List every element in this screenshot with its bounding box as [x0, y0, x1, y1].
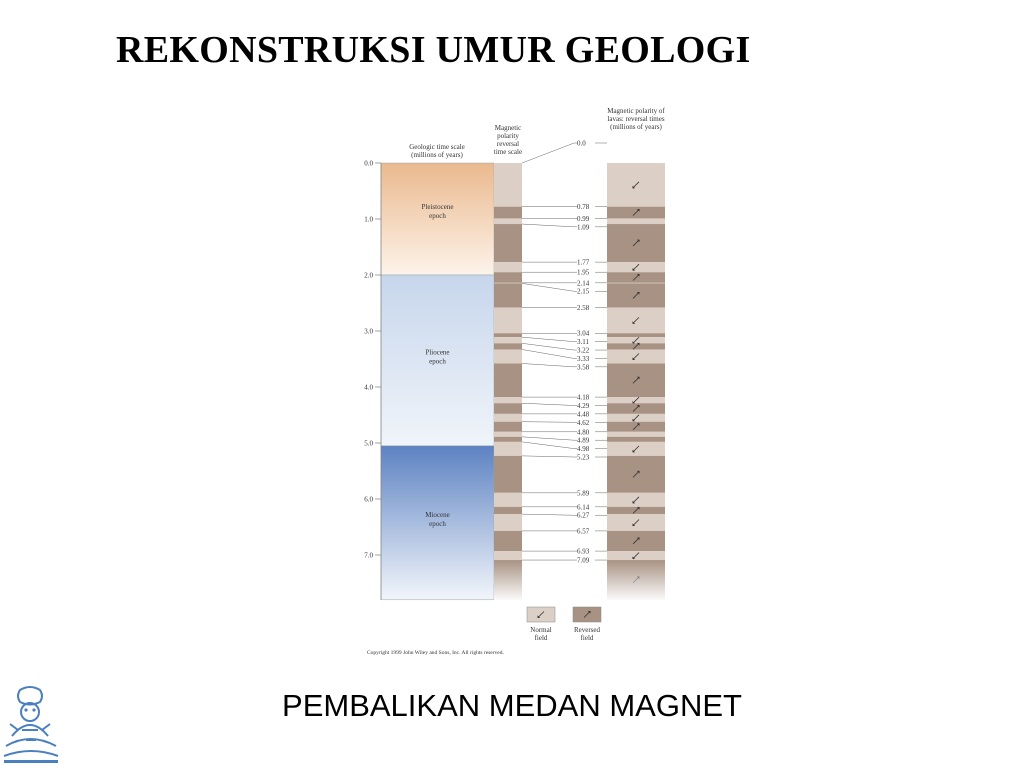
polarity-band — [494, 507, 522, 514]
legend-normal-label: field — [534, 634, 548, 642]
polarity-band — [494, 442, 522, 456]
reversal-time-label: 4.48 — [577, 410, 590, 419]
epoch-label: Pliocene — [425, 348, 450, 357]
leader-line — [522, 514, 577, 515]
epoch-label: epoch — [429, 519, 446, 528]
lava-band — [607, 333, 665, 337]
leader-line — [522, 283, 577, 291]
slide-subtitle: PEMBALIKAN MEDAN MAGNET — [282, 688, 742, 723]
reversal-time-label: 2.15 — [577, 287, 590, 296]
epoch-column — [381, 163, 494, 600]
reversal-time-label: 6.14 — [577, 503, 590, 512]
polarity-band — [494, 207, 522, 219]
reversal-time-label: 0.0 — [577, 139, 586, 148]
reversal-time-label: 6.93 — [577, 547, 590, 556]
lavas-heading: lavas: reversal times — [607, 115, 665, 123]
geologic-time-heading: Geologic time scale — [409, 143, 465, 151]
leader-lines — [522, 140, 607, 565]
leader-line — [522, 437, 577, 440]
polarity-band — [494, 363, 522, 397]
reversal-time-label: 2.58 — [577, 303, 590, 312]
polarity-heading: time scale — [493, 148, 523, 156]
reversal-time-label: 3.33 — [577, 354, 590, 363]
reversal-time-label: 4.18 — [577, 393, 590, 402]
time-axis — [364, 160, 381, 600]
reversal-time-label: 0.99 — [577, 214, 590, 223]
polarity-band — [494, 343, 522, 349]
lava-band — [607, 432, 665, 437]
polarity-band — [494, 403, 522, 414]
polarity-band — [494, 414, 522, 422]
epoch-label: Miocene — [425, 510, 450, 519]
polarity-band — [494, 514, 522, 531]
reversal-time-label: 4.98 — [577, 445, 590, 454]
geologic-time-heading: (millions of years) — [411, 151, 463, 159]
legend-normal-label: Normal — [530, 626, 552, 634]
lava-band — [607, 283, 665, 284]
institution-logo-icon — [0, 684, 62, 764]
reversal-time-label: 3.22 — [577, 346, 590, 355]
polarity-heading: Magnetic — [494, 124, 522, 132]
polarity-band — [494, 333, 522, 337]
epoch-label: Pleistocene — [421, 203, 454, 211]
polarity-band — [494, 283, 522, 284]
epoch-label: epoch — [429, 357, 446, 366]
reversal-time-label: 4.62 — [577, 418, 590, 427]
reversal-time-label: 0.78 — [577, 203, 590, 212]
axis-tick-label: 4.0 — [364, 383, 373, 392]
reversal-time-label: 3.58 — [577, 363, 590, 372]
axis-tick-label: 7.0 — [364, 551, 373, 560]
reversal-time-label: 6.57 — [577, 527, 590, 536]
reversal-time-label: 1.09 — [577, 223, 590, 232]
reversal-time-label: 4.29 — [577, 401, 590, 410]
column-fade — [607, 560, 665, 602]
reversal-time-label: 4.89 — [577, 436, 590, 445]
legend-reversed-label: Reversed — [573, 626, 601, 634]
polarity-heading: reversal — [496, 140, 520, 148]
lavas-heading: Magnetic polarity of — [607, 107, 665, 115]
polarity-band — [494, 163, 522, 207]
polarity-band — [494, 531, 522, 551]
leader-line — [522, 337, 577, 341]
copyright-text: Copyright 1999 John Wiley and Sons, Inc. All rights reserved. — [367, 650, 504, 656]
reversal-time-label: 5.23 — [577, 453, 590, 462]
epoch-label: epoch — [429, 212, 446, 220]
leader-line — [522, 442, 577, 449]
polarity-band — [494, 551, 522, 560]
leader-line — [522, 143, 577, 163]
polarity-band — [494, 422, 522, 432]
leader-line — [522, 403, 577, 405]
lavas-heading: (millions of years) — [610, 123, 662, 131]
polarity-band — [494, 397, 522, 403]
axis-tick-label: 6.0 — [364, 495, 373, 504]
polarity-band — [494, 283, 522, 307]
reversal-time-label: 2.14 — [577, 279, 590, 288]
leader-line — [522, 422, 577, 423]
axis-tick-label: 1.0 — [364, 215, 373, 224]
polarity-band — [494, 337, 522, 343]
polarity-band — [494, 432, 522, 437]
polarity-band — [494, 224, 522, 262]
polarity-band — [494, 262, 522, 272]
polarity-band — [494, 349, 522, 363]
slide-title: REKONSTRUKSI UMUR GEOLOGI — [116, 29, 751, 71]
polarity-band — [494, 437, 522, 442]
leader-line — [522, 224, 577, 227]
reversal-time-label: 3.04 — [577, 329, 590, 338]
polarity-band — [494, 218, 522, 224]
leader-line — [522, 456, 577, 457]
polarity-band — [494, 307, 522, 333]
axis-tick-label: 2.0 — [364, 271, 373, 280]
polarity-heading: polarity — [497, 132, 519, 140]
axis-tick-label: 3.0 — [364, 327, 373, 336]
reversal-time-label: 1.77 — [577, 258, 590, 267]
polarity-column — [494, 163, 522, 602]
polarity-band — [494, 456, 522, 493]
reversal-time-label: 3.11 — [577, 338, 589, 347]
leader-line — [522, 343, 577, 350]
polarity-band — [494, 272, 522, 283]
column-fade — [494, 560, 522, 602]
column-headings — [409, 107, 665, 159]
reversal-time-label: 7.09 — [577, 556, 590, 565]
leader-line — [522, 349, 577, 358]
reversal-time-label: 6.27 — [577, 511, 590, 520]
lava-column — [607, 163, 665, 602]
reversal-time-label: 5.89 — [577, 489, 590, 498]
axis-tick-label: 0.0 — [364, 159, 373, 168]
legend — [527, 607, 601, 642]
polarity-band — [494, 493, 522, 507]
lava-band — [607, 218, 665, 224]
reversal-time-label: 1.95 — [577, 268, 590, 277]
legend-reversed-label: field — [580, 634, 594, 642]
reversal-time-label: 4.80 — [577, 428, 590, 437]
axis-tick-label: 5.0 — [364, 439, 373, 448]
leader-line — [522, 363, 577, 366]
lava-band — [607, 437, 665, 442]
